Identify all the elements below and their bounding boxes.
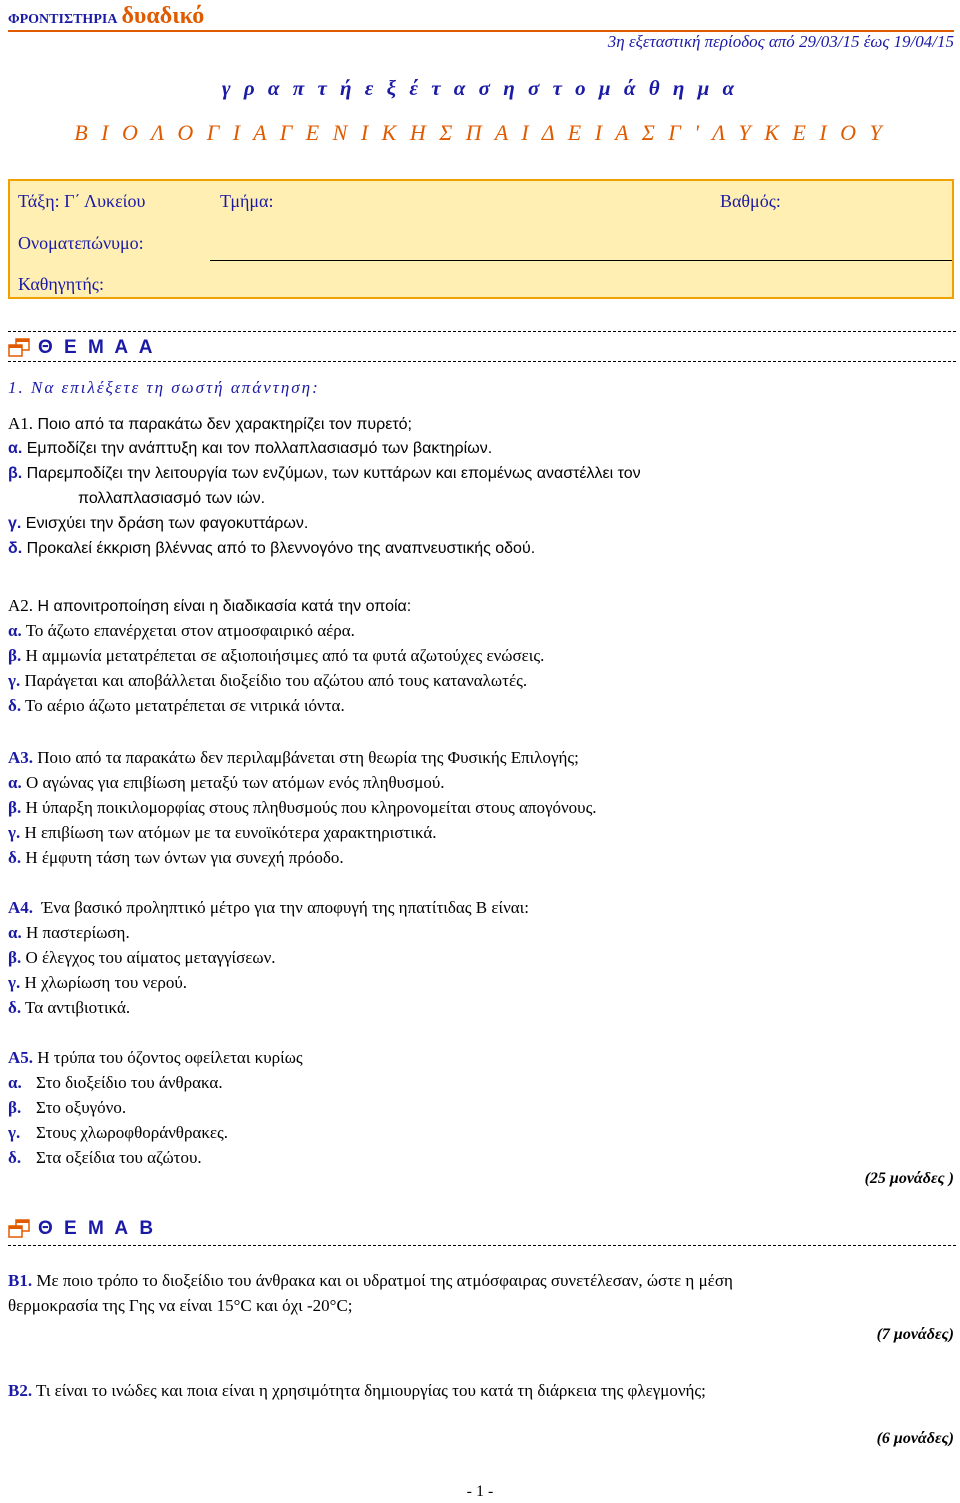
question-text: Η απονιτροποίηση είναι η διαδικασία κατά την οποία: bbox=[37, 598, 412, 615]
question-a1 bbox=[8, 414, 412, 435]
option[interactable] bbox=[8, 539, 535, 559]
exam-period: 3η εξεταστική περίοδος από 29/03/15 έως 19/04/15 bbox=[607, 32, 954, 51]
option[interactable] bbox=[8, 998, 130, 1018]
page-number: - 1 - bbox=[466, 1483, 494, 1500]
option-text: Παρεμποδίζει την λειτουργία των ενζύμων, των κυττάρων και επομένως αναστέλλει τον bbox=[26, 465, 641, 482]
brand-prefix: ΦΡΟΝΤΙΣΤΗΡΙΑ bbox=[8, 12, 118, 27]
instruction-text: 1. Να επιλέξετε τη σωστή απάντηση: bbox=[8, 378, 320, 397]
option-text: Ο έλεγχος του αίματος μεταγγίσεων. bbox=[25, 948, 276, 967]
theme-a-title: Θ Ε Μ Α Α bbox=[38, 337, 156, 358]
option-text: Ενισχύει την δράση των φαγοκυττάρων. bbox=[25, 515, 309, 532]
option-letter: δ. bbox=[8, 848, 22, 867]
option-text: Η ύπαρξη ποικιλομορφίας στους πληθυσμούς που κληρονομείται στους απογόνους. bbox=[25, 798, 597, 817]
question-a3 bbox=[8, 748, 579, 768]
option-letter: α. bbox=[8, 621, 22, 640]
question-number: Α4. bbox=[8, 898, 34, 917]
option-letter: δ. bbox=[8, 1148, 22, 1167]
option-letter: γ. bbox=[8, 973, 21, 992]
theme-a-marks: (25 μονάδες ) bbox=[864, 1170, 954, 1187]
question-text: Με ποιο τρόπο το διοξείδιο του άνθρακα και οι υδρατμοί της ατμόσφαιρας συνετέλεσαν, ώστε η μέση bbox=[36, 1271, 733, 1290]
option-letter: γ. bbox=[8, 1123, 21, 1142]
option-text: Τα αντιβιοτικά. bbox=[25, 998, 131, 1017]
question-a2 bbox=[8, 596, 411, 617]
question-b2 bbox=[8, 1381, 706, 1401]
brand-logo bbox=[8, 3, 204, 30]
option-letter: β. bbox=[8, 948, 22, 967]
option-letter: γ. bbox=[8, 671, 21, 690]
option-letter: δ. bbox=[8, 998, 22, 1017]
option-text: Εμποδίζει την ανάπτυξη και τον πολλαπλασιασμό των βακτηρίων. bbox=[26, 440, 493, 457]
question-number: Α2. bbox=[8, 596, 34, 615]
question-b1 bbox=[8, 1271, 733, 1291]
option-text: Παράγεται και αποβάλλεται διοξείδιο του αζώτου από τους καταναλωτές. bbox=[24, 671, 528, 690]
question-text: Ποιο από τα παρακάτω δεν χαρακτηρίζει τον πυρετό; bbox=[37, 416, 412, 433]
option[interactable] bbox=[8, 923, 130, 943]
window-icon bbox=[8, 1219, 30, 1239]
option[interactable] bbox=[8, 973, 187, 993]
question-number: Β1. bbox=[8, 1271, 33, 1290]
option[interactable] bbox=[8, 646, 544, 666]
option-letter: δ. bbox=[8, 540, 23, 557]
option[interactable] bbox=[8, 1098, 126, 1118]
option-letter: δ. bbox=[8, 696, 22, 715]
option-text: Το αέριο άζωτο μετατρέπεται σε νιτρικά ιόντα. bbox=[25, 696, 345, 715]
student-info-box bbox=[8, 179, 954, 299]
option-text: Η χλωρίωση του νερού. bbox=[24, 973, 187, 992]
option-text: Στους χλωροφθοράνθρακες. bbox=[36, 1123, 229, 1142]
name-label: Ονοματεπώνυμο: bbox=[18, 233, 144, 253]
option[interactable] bbox=[8, 671, 527, 691]
option-text: Στο διοξείδιο του άνθρακα. bbox=[36, 1073, 223, 1092]
theme-b-title: Θ Ε Μ Α Β bbox=[38, 1218, 157, 1239]
option-text: Στο οξυγόνο. bbox=[36, 1098, 127, 1117]
option[interactable] bbox=[8, 773, 445, 793]
question-a5 bbox=[8, 1048, 303, 1068]
exam-title: γ ρ α π τ ή ε ξ έ τ α σ η σ τ ο μ ά θ η μ α bbox=[221, 76, 739, 100]
subject-title: Β Ι Ο Λ Ο Γ Ι Α Γ Ε Ν Ι Κ Η Σ Π Α Ι Δ Ε Ι Α Σ Γ ' Λ Υ Κ Ε Ι Ο Υ bbox=[74, 120, 886, 145]
option[interactable] bbox=[8, 1123, 228, 1143]
theme-b-divider bbox=[8, 1245, 956, 1246]
option[interactable] bbox=[8, 1148, 202, 1168]
name-field-line[interactable] bbox=[210, 260, 952, 261]
section-label: Τμήμα: bbox=[220, 191, 274, 211]
question-text: Τι είναι το ινώδες και ποια είναι η χρησιμότητα δημιουργίας του κατά τη διάρκεια της φλεγμονής; bbox=[36, 1381, 706, 1400]
question-number: Β2. bbox=[8, 1381, 33, 1400]
question-number: Α3. bbox=[8, 748, 34, 767]
teacher-label: Καθηγητής: bbox=[18, 274, 104, 294]
question-text: Ένα βασικό προληπτικό μέτρο για την αποφυγή της ηπατίτιδας Β είναι: bbox=[41, 898, 529, 917]
option[interactable] bbox=[8, 696, 345, 716]
class-label: Τάξη: Γ΄ Λυκείου bbox=[18, 191, 146, 211]
option-letter: β. bbox=[8, 1098, 22, 1117]
option[interactable] bbox=[8, 439, 492, 459]
option-text: Η αμμωνία μετατρέπεται σε αξιοποιήσιμες από τα φυτά αζωτούχες ενώσεις. bbox=[25, 646, 545, 665]
option[interactable] bbox=[8, 1073, 223, 1093]
b1-marks: (7 μονάδες) bbox=[876, 1326, 954, 1343]
question-text: Ποιο από τα παρακάτω δεν περιλαμβάνεται στη θεωρία της Φυσικής Επιλογής; bbox=[37, 748, 579, 767]
option-text: Στα οξείδια του αζώτου. bbox=[36, 1148, 202, 1167]
question-number: Α5. bbox=[8, 1048, 34, 1067]
option-letter: γ. bbox=[8, 823, 21, 842]
question-text: Η τρύπα του όζοντος οφείλεται κυρίως bbox=[37, 1048, 303, 1067]
option-letter: α. bbox=[8, 440, 23, 457]
option-text: Η έμφυτη τάση των όντων για συνεχή πρόοδο. bbox=[25, 848, 344, 867]
option-letter: β. bbox=[8, 798, 22, 817]
option[interactable] bbox=[8, 464, 641, 484]
option-text: Το άζωτο επανέρχεται στον ατμοσφαιρικό αέρα. bbox=[25, 621, 355, 640]
window-icon bbox=[8, 338, 30, 358]
option[interactable] bbox=[8, 514, 308, 534]
option-letter: α. bbox=[8, 773, 22, 792]
question-b1-continuation: θερμοκρασία της Γης να είναι 15°C και όχι -20°C; bbox=[8, 1296, 353, 1315]
b2-marks: (6 μονάδες) bbox=[876, 1430, 954, 1447]
question-number: Α1. bbox=[8, 414, 34, 433]
option-letter: β. bbox=[8, 465, 23, 482]
option-letter: α. bbox=[8, 923, 22, 942]
option-text: Η επιβίωση των ατόμων με τα ευνοϊκότερα χαρακτηριστικά. bbox=[24, 823, 437, 842]
option-text: Ο αγώνας για επιβίωση μεταξύ των ατόμων ενός πληθυσμού. bbox=[26, 773, 445, 792]
option-letter: α. bbox=[8, 1073, 22, 1092]
grade-label: Βαθμός: bbox=[720, 191, 781, 211]
option[interactable] bbox=[8, 948, 276, 968]
question-a4 bbox=[8, 898, 529, 918]
option[interactable] bbox=[8, 621, 355, 641]
option[interactable] bbox=[8, 848, 344, 868]
option-letter: β. bbox=[8, 646, 22, 665]
option-text: Προκαλεί έκκριση βλέννας από το βλεννογόνο της αναπνευστικής οδού. bbox=[26, 540, 536, 557]
option[interactable] bbox=[8, 798, 597, 818]
option-letter: γ. bbox=[8, 515, 22, 532]
option-continuation: πολλαπλασιασμό των ιών. bbox=[78, 490, 266, 507]
option[interactable] bbox=[8, 823, 437, 843]
brand-name: δυαδικό bbox=[121, 3, 205, 29]
option-text: Η παστερίωση. bbox=[26, 923, 130, 942]
section-divider bbox=[8, 331, 956, 332]
theme-a-divider bbox=[8, 361, 956, 362]
